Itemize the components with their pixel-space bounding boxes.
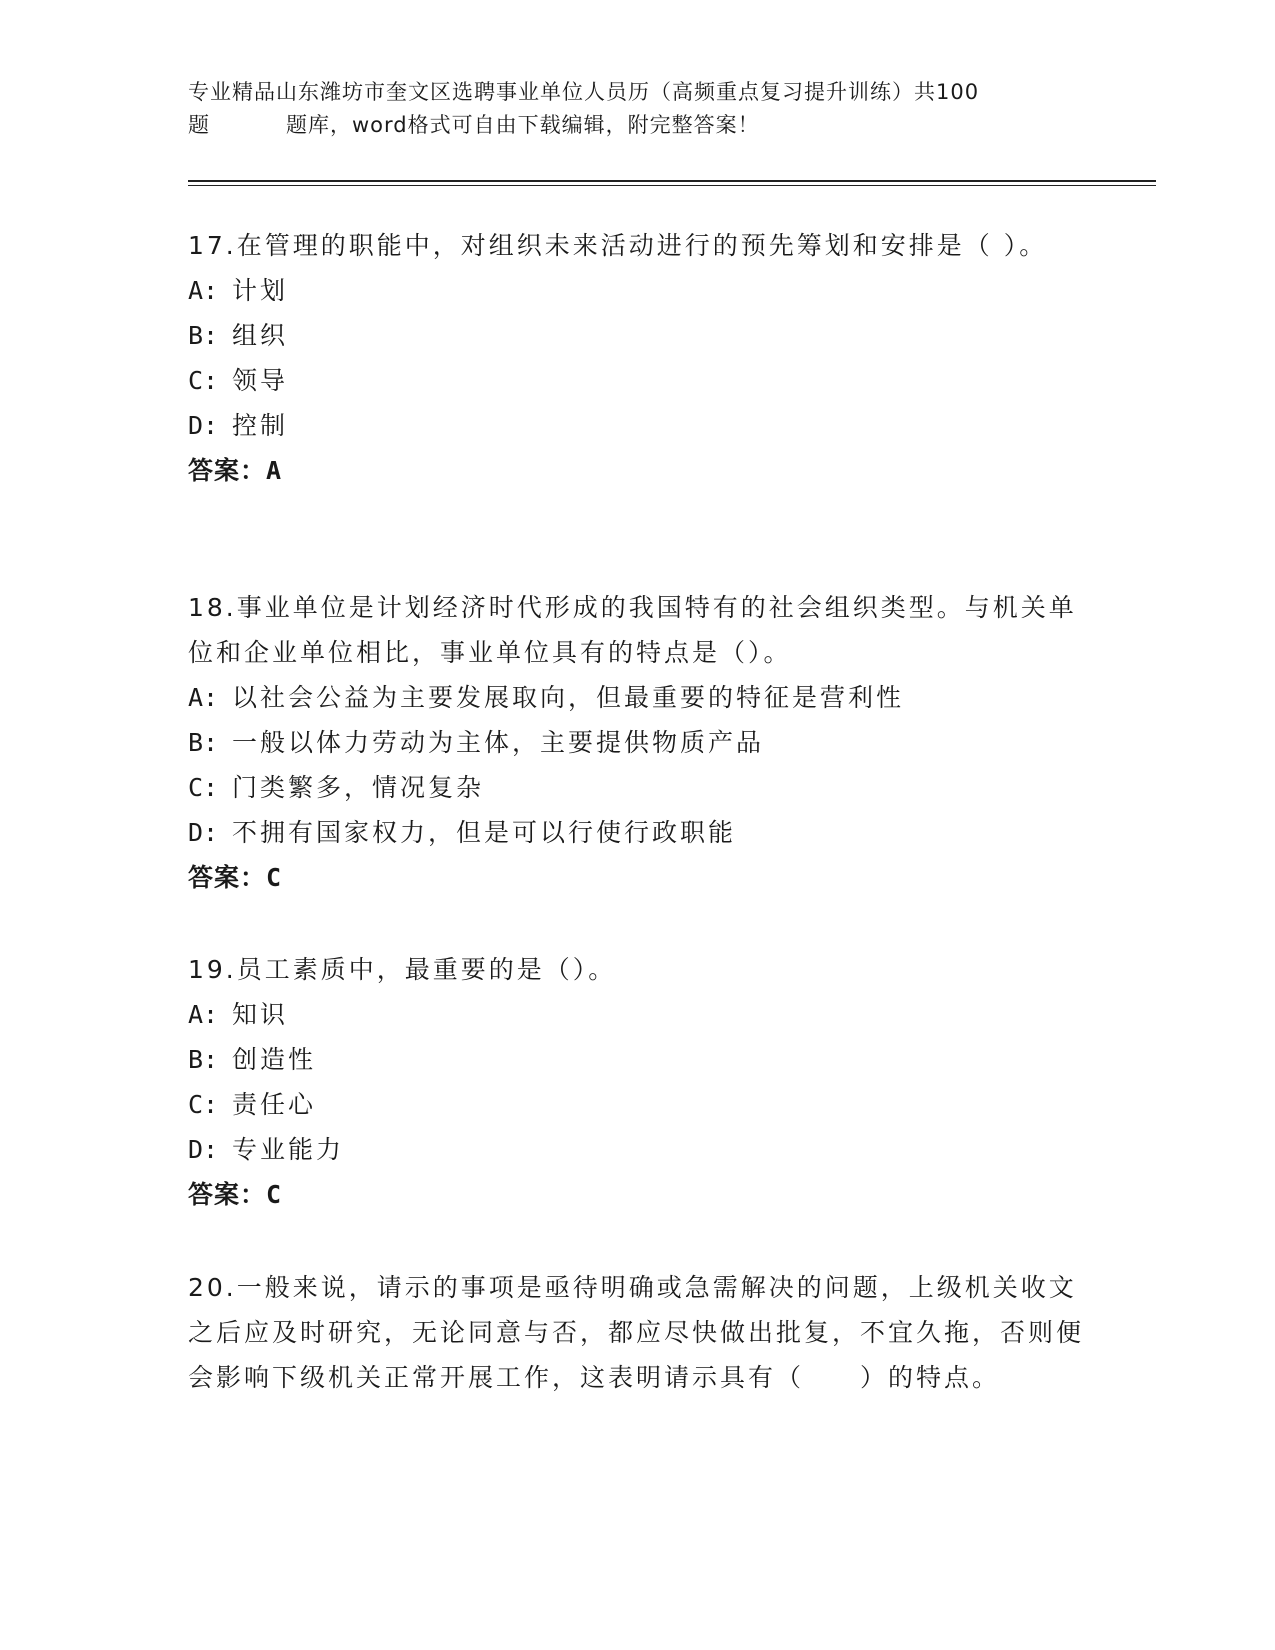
option-letter: A: [188, 1000, 219, 1029]
option-c [188, 765, 1088, 810]
option-text: 计划 [232, 276, 289, 305]
option-letter: C: [188, 773, 219, 802]
option-text: 领导 [232, 366, 289, 395]
header-title-line1: 专业精品山东潍坊市奎文区选聘事业单位人员历（高频重点复习提升训练）共100 [188, 80, 980, 104]
answer-label: 答案： [188, 1180, 267, 1209]
question-19 [188, 947, 1088, 1217]
option-b [188, 1037, 1088, 1082]
option-text: 创造性 [232, 1045, 317, 1074]
option-letter: C: [188, 1090, 219, 1119]
option-c [188, 1082, 1088, 1127]
question-text: 17.在管理的职能中，对组织未来活动进行的预先筹划和安排是（ ）。 [188, 231, 1048, 260]
option-text: 专业能力 [232, 1135, 345, 1164]
option-letter: A: [188, 276, 219, 305]
option-b [188, 720, 1088, 765]
option-letter: A: [188, 683, 219, 712]
option-c [188, 358, 1088, 403]
answer-value: C [266, 863, 283, 892]
question-20 [188, 1265, 1088, 1400]
question-text: 20.一般来说，请示的事项是亟待明确或急需解决的问题，上级机关收文之后应及时研究，无论同意与否，都应尽快做出批复，不宜久拖，否则便会影响下级机关正常开展工作，这表明请示具有（ ）的特点。 [188, 1273, 1085, 1392]
option-letter: D: [188, 411, 219, 440]
question-text: 19.员工素质中，最重要的是（）。 [188, 955, 617, 984]
option-text: 一般以体力劳动为主体，主要提供物质产品 [232, 728, 765, 757]
answer-label: 答案： [188, 456, 267, 485]
question-18 [188, 585, 1088, 900]
option-text: 以社会公益为主要发展取向，但最重要的特征是营利性 [232, 683, 905, 712]
option-d [188, 403, 1088, 448]
option-text: 知识 [232, 1000, 289, 1029]
header-title-line2a: 题 [188, 113, 210, 137]
option-letter: B: [188, 728, 219, 757]
option-text: 不拥有国家权力，但是可以行使行政职能 [232, 818, 737, 847]
answer-label: 答案： [188, 863, 267, 892]
option-text: 组织 [232, 321, 289, 350]
option-letter: C: [188, 366, 219, 395]
header-divider-thick [188, 180, 1156, 182]
answer-value: C [266, 1180, 283, 1209]
option-d [188, 810, 1088, 855]
option-a [188, 268, 1088, 313]
option-b [188, 313, 1088, 358]
option-letter: B: [188, 1045, 219, 1074]
header-divider-thin [188, 185, 1156, 186]
question-text: 18.事业单位是计划经济时代形成的我国特有的社会组织类型。与机关单位和企业单位相比，事业单位具有的特点是（）。 [188, 593, 1077, 667]
option-d [188, 1127, 1088, 1172]
header-title-line2b: 题库，word格式可自由下载编辑，附完整答案！ [286, 113, 760, 137]
answer-line [188, 1172, 1088, 1217]
answer-line [188, 448, 1088, 493]
option-letter: B: [188, 321, 219, 350]
option-a [188, 992, 1088, 1037]
document-header [188, 76, 1088, 142]
question-17 [188, 223, 1088, 493]
option-letter: D: [188, 1135, 219, 1164]
option-letter: D: [188, 818, 219, 847]
answer-value: A [266, 456, 283, 485]
option-text: 责任心 [232, 1090, 317, 1119]
option-a [188, 675, 1088, 720]
answer-line [188, 855, 1088, 900]
option-text: 控制 [232, 411, 289, 440]
option-text: 门类繁多，情况复杂 [232, 773, 485, 802]
